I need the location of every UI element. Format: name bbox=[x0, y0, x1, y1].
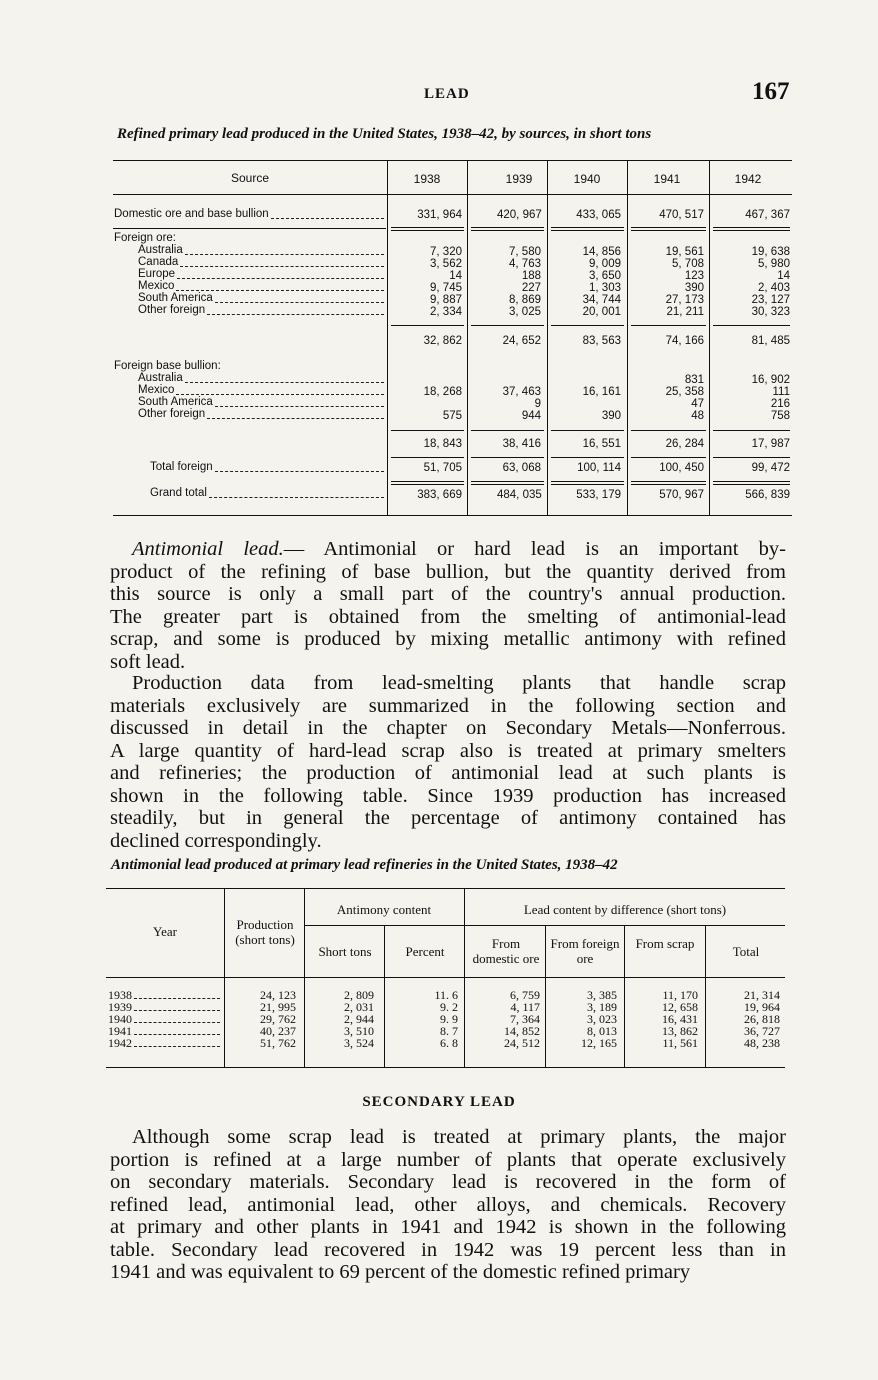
foreign-bullion-value: 16, 902 bbox=[751, 374, 790, 386]
table2-cell: 48, 238 bbox=[744, 1036, 780, 1050]
table2-header-antimony: Antimony content bbox=[336, 902, 432, 917]
table2-cell: 3, 385 bbox=[587, 988, 617, 1002]
para2-line-2: discussed in detail in the chapter on Secondary Metals—Nonferrous. bbox=[110, 717, 786, 739]
subtotal-rule bbox=[713, 325, 790, 326]
domestic-value: 331, 964 bbox=[417, 209, 462, 221]
table2-cell: 24, 123 bbox=[260, 988, 296, 1002]
foreign-bullion-subtotal: 16, 551 bbox=[582, 438, 621, 450]
domestic-value: 467, 367 bbox=[745, 209, 790, 221]
para2-line-7: declined correspondingly. bbox=[110, 829, 322, 852]
foreign-bullion-value: 831 bbox=[684, 374, 704, 386]
total-rule bbox=[391, 481, 464, 482]
table2-header-lead: Lead content by difference (short tons) bbox=[523, 902, 727, 917]
table2-cell: 2, 031 bbox=[344, 1000, 374, 1014]
foreign-bullion-value: 18, 268 bbox=[423, 386, 462, 398]
para1-line-4: scrap, and some is produced by mixing metallic antimony with refined bbox=[110, 628, 786, 650]
table2-cell: 12, 658 bbox=[662, 1000, 698, 1014]
total-rule bbox=[551, 481, 624, 482]
foreign-ore-subtotal: 81, 485 bbox=[751, 335, 790, 347]
row-label-foreign-ore: Mexico bbox=[138, 280, 175, 292]
subtotal-rule bbox=[631, 325, 706, 326]
total-foreign-value: 51, 705 bbox=[423, 462, 462, 474]
table1-cell-rule bbox=[631, 227, 706, 228]
leader-dots bbox=[207, 418, 384, 419]
table1-cell-rule bbox=[713, 227, 790, 228]
para2-line-0: Production data from lead-smelting plants that handle scrap bbox=[132, 672, 786, 694]
foreign-bullion-value: 216 bbox=[770, 398, 790, 410]
total-rule bbox=[551, 484, 624, 485]
row-label-foreign-bullion: South America bbox=[138, 396, 213, 408]
para1-line-1: product of the refining of base bullion, but the quantity derived from bbox=[110, 560, 786, 583]
table2-cell: 26, 818 bbox=[744, 1012, 780, 1026]
foreign-bullion-subtotal: 18, 843 bbox=[423, 438, 462, 450]
table2-cell: 21, 314 bbox=[744, 988, 780, 1002]
leader-dots bbox=[134, 1046, 220, 1047]
table2-col-divider bbox=[384, 925, 385, 1067]
para2-line-4: and refineries; the production of antimonial lead at such plants is bbox=[110, 762, 786, 784]
foreign-ore-subtotal: 83, 563 bbox=[582, 335, 621, 347]
foreign-ore-value: 8, 869 bbox=[509, 294, 541, 306]
table2-col-divider bbox=[304, 888, 305, 1067]
foreign-ore-value: 23, 127 bbox=[751, 294, 790, 306]
lead-in-antimonial: Antimonial lead. bbox=[132, 538, 284, 560]
table1-cell-rule bbox=[471, 230, 544, 231]
table1-cell-rule bbox=[713, 230, 790, 231]
total-foreign-value: 63, 068 bbox=[502, 462, 541, 474]
foreign-ore-value: 27, 173 bbox=[665, 294, 704, 306]
para3-line-6: 1941 and was equivalent to 69 percent of the domestic refined primary bbox=[110, 1261, 691, 1283]
domestic-value: 470, 517 bbox=[659, 209, 704, 221]
table2-col-divider bbox=[624, 925, 625, 1067]
foreign-ore-value: 9, 887 bbox=[430, 294, 462, 306]
para2-line-5: shown in the following table. Since 1939 production has increased bbox=[110, 784, 786, 807]
leader-dots bbox=[215, 406, 384, 407]
table2-row-year: 1938 bbox=[108, 988, 132, 1002]
paragraph-antimonial-lead bbox=[110, 538, 786, 673]
table2-cell: 2, 944 bbox=[344, 1012, 374, 1026]
foreign-bullion-value: 111 bbox=[772, 386, 790, 398]
foreign-ore-subtotal: 32, 862 bbox=[423, 335, 462, 347]
table2-cell: 9. 9 bbox=[440, 1012, 458, 1026]
subtotal-rule bbox=[471, 430, 544, 431]
table1-caption: Refined primary lead produced in the United States, 1938–42, by sources, in short tons bbox=[117, 126, 652, 142]
table2-header-percent: Percent bbox=[405, 944, 445, 959]
foreign-ore-value: 123 bbox=[684, 270, 704, 282]
section-heading: SECONDARY LEAD bbox=[362, 1094, 516, 1110]
table2-row-year: 1942 bbox=[108, 1036, 132, 1050]
table2-col-divider bbox=[705, 925, 706, 1067]
subtotal-rule bbox=[713, 430, 790, 431]
total-rule bbox=[713, 484, 790, 485]
total-rule bbox=[713, 481, 790, 482]
leader-dots bbox=[134, 1022, 220, 1023]
foreign-ore-value: 7, 580 bbox=[509, 246, 541, 258]
leader-dots bbox=[134, 1034, 220, 1035]
para2-line-6: steadily, but in general the percentage of antimony contained has bbox=[110, 807, 786, 829]
leader-dots bbox=[207, 314, 384, 315]
leader-dots bbox=[134, 1010, 220, 1011]
table2-header-total: Total bbox=[732, 944, 760, 959]
foreign-ore-value: 390 bbox=[684, 282, 704, 294]
foreign-ore-value: 20, 001 bbox=[582, 306, 621, 318]
leader-dots bbox=[271, 218, 384, 219]
foreign-ore-value: 2, 403 bbox=[758, 282, 790, 294]
para2-line-1: materials exclusively are summarized in the following section and bbox=[110, 694, 786, 717]
leader-dots bbox=[215, 302, 384, 303]
foreign-ore-value: 5, 708 bbox=[672, 258, 704, 270]
total-rule bbox=[391, 484, 464, 485]
total-foreign-value: 99, 472 bbox=[751, 462, 790, 474]
foreign-bullion-value: 37, 463 bbox=[502, 386, 541, 398]
total-rule bbox=[471, 457, 544, 458]
para1-line-2: this source is only a small part of the country's annual production. bbox=[110, 583, 786, 605]
total-rule bbox=[631, 484, 706, 485]
para3-line-5: table. Secondary lead recovered in 1942 was 19 percent less than in bbox=[110, 1238, 786, 1261]
para3-line-3: refined lead, antimonial lead, other alloys, and chemicals. Recovery bbox=[110, 1193, 786, 1216]
table1-cell-rule bbox=[631, 230, 706, 231]
page-number: 167 bbox=[752, 78, 790, 105]
table2-header-rule bbox=[106, 977, 785, 978]
total-rule bbox=[471, 481, 544, 482]
leader-dots bbox=[185, 254, 384, 255]
table2-row-year: 1941 bbox=[108, 1024, 132, 1038]
foreign-ore-value: 21, 211 bbox=[666, 306, 704, 318]
table1-header-year: 1938 bbox=[413, 172, 441, 186]
row-label-foreign-ore: Europe bbox=[138, 268, 176, 280]
leader-dots bbox=[177, 278, 384, 279]
table2-cell: 14, 852 bbox=[504, 1024, 540, 1038]
foreign-bullion-value: 944 bbox=[521, 410, 541, 422]
foreign-ore-value: 227 bbox=[521, 282, 541, 294]
row-label-foreign-ore: Canada bbox=[138, 256, 179, 268]
grand-total-value: 570, 967 bbox=[659, 489, 704, 501]
foreign-bullion-value: 25, 358 bbox=[665, 386, 704, 398]
row-label-total-foreign: Total foreign bbox=[150, 461, 213, 473]
subtotal-rule bbox=[631, 430, 706, 431]
table1-header-rule bbox=[113, 194, 792, 195]
table2-header-from-scrap: From scrap bbox=[635, 936, 695, 951]
subtotal-rule bbox=[551, 325, 624, 326]
foreign-ore-value: 14, 856 bbox=[582, 246, 621, 258]
table2-cell: 51, 762 bbox=[260, 1036, 296, 1050]
subtotal-rule bbox=[551, 430, 624, 431]
table1-header-year: 1942 bbox=[734, 172, 762, 186]
foreign-ore-value: 19, 638 bbox=[751, 246, 790, 258]
subtotal-rule bbox=[471, 325, 544, 326]
row-label-foreign-bullion: Other foreign bbox=[138, 408, 206, 420]
table1-rule bbox=[113, 228, 386, 229]
foreign-bullion-value: 758 bbox=[770, 410, 790, 422]
paragraph-production-data bbox=[110, 672, 786, 852]
table1-col-divider bbox=[387, 160, 388, 515]
table1-col-divider bbox=[547, 160, 548, 515]
table1-bottom-rule bbox=[113, 515, 792, 516]
foreign-ore-value: 188 bbox=[521, 270, 541, 282]
foreign-ore-value: 4, 763 bbox=[509, 258, 541, 270]
total-foreign-value: 100, 450 bbox=[659, 462, 704, 474]
foreign-ore-value: 9, 009 bbox=[589, 258, 621, 270]
table1-cell-rule bbox=[551, 227, 624, 228]
table2-cell: 3, 023 bbox=[587, 1012, 617, 1026]
table2-cell: 3, 189 bbox=[587, 1000, 617, 1014]
para1-line-5: soft lead. bbox=[110, 650, 186, 673]
para3-line-0: Although some scrap lead is treated at primary plants, the major bbox=[132, 1126, 786, 1148]
foreign-ore-value: 1, 303 bbox=[589, 282, 621, 294]
table2-cell: 8, 013 bbox=[587, 1024, 617, 1038]
row-label-foreign-ore: South America bbox=[138, 292, 213, 304]
table2-cell: 24, 512 bbox=[504, 1036, 540, 1050]
foreign-bullion-subtotal: 26, 284 bbox=[665, 438, 704, 450]
para3-line-4: at primary and other plants in 1941 and 1942 is shown in the following bbox=[110, 1216, 786, 1238]
total-rule bbox=[471, 484, 544, 485]
foreign-ore-value: 19, 561 bbox=[665, 246, 704, 258]
foreign-ore-value: 3, 025 bbox=[509, 306, 541, 318]
grand-total-value: 566, 839 bbox=[745, 489, 790, 501]
foreign-ore-value: 14 bbox=[777, 270, 790, 282]
table2-col-divider bbox=[224, 888, 225, 1067]
table2-cell: 7, 364 bbox=[510, 1012, 540, 1026]
row-label-foreign-bullion: Australia bbox=[138, 372, 183, 384]
table2-bottom-rule bbox=[106, 1067, 785, 1068]
foreign-bullion-value: 48 bbox=[691, 410, 704, 422]
table2-cell: 12, 165 bbox=[581, 1036, 617, 1050]
foreign-bullion-value: 575 bbox=[442, 410, 462, 422]
table1-header-source: Source bbox=[230, 171, 270, 185]
foreign-ore-value: 3, 650 bbox=[589, 270, 621, 282]
table2-cell: 40, 237 bbox=[260, 1024, 296, 1038]
table2-cell: 2, 809 bbox=[344, 988, 374, 1002]
table2-cell: 13, 862 bbox=[662, 1024, 698, 1038]
foreign-ore-value: 7, 320 bbox=[430, 246, 462, 258]
table1-cell-rule bbox=[471, 227, 544, 228]
para1-line-3: The greater part is obtained from the smelting of antimonial-lead bbox=[110, 605, 786, 628]
total-rule bbox=[391, 457, 464, 458]
section-label-foreign-ore: Foreign ore: bbox=[114, 232, 177, 244]
row-label-foreign-ore: Australia bbox=[138, 244, 183, 256]
table2-header-production: Production (short tons) bbox=[235, 917, 295, 947]
foreign-ore-value: 9, 745 bbox=[430, 282, 462, 294]
running-header: LEAD bbox=[424, 86, 470, 102]
foreign-ore-value: 34, 744 bbox=[582, 294, 621, 306]
grand-total-value: 383, 669 bbox=[417, 489, 462, 501]
table2-col-divider bbox=[464, 888, 465, 1067]
table2-cell: 9. 2 bbox=[440, 1000, 458, 1014]
foreign-ore-value: 2, 334 bbox=[430, 306, 462, 318]
leader-dots bbox=[215, 471, 384, 472]
row-label-foreign-bullion: Mexico bbox=[138, 384, 175, 396]
leader-dots bbox=[134, 998, 220, 999]
table2-cell: 8. 7 bbox=[440, 1024, 458, 1038]
table1-cell-rule bbox=[391, 230, 464, 231]
row-label-foreign-ore: Other foreign bbox=[138, 304, 206, 316]
table2-cell: 11. 6 bbox=[434, 988, 458, 1002]
table2-cell: 11, 561 bbox=[662, 1036, 698, 1050]
row-label-domestic: Domestic ore and base bullion bbox=[114, 208, 269, 220]
table2-cell: 3, 524 bbox=[344, 1036, 374, 1050]
foreign-ore-value: 30, 323 bbox=[751, 306, 790, 318]
total-rule bbox=[713, 457, 790, 458]
row-label-grand-total: Grand total bbox=[150, 487, 207, 499]
foreign-bullion-subtotal: 17, 987 bbox=[751, 438, 790, 450]
grand-total-value: 533, 179 bbox=[576, 489, 621, 501]
para3-line-1: portion is refined at a large number of plants that operate exclusively bbox=[110, 1148, 786, 1171]
total-rule bbox=[631, 457, 706, 458]
table2-cell: 16, 431 bbox=[662, 1012, 698, 1026]
foreign-bullion-value: 390 bbox=[601, 410, 621, 422]
table2-cell: 36, 727 bbox=[744, 1024, 780, 1038]
para1-line-0: — Antimonial or hard lead is an important by- bbox=[283, 538, 787, 560]
total-foreign-value: 100, 114 bbox=[577, 462, 621, 474]
leader-dots bbox=[176, 394, 384, 395]
table2-header-year: Year bbox=[153, 924, 177, 939]
table2-cell: 6. 8 bbox=[440, 1036, 458, 1050]
para3-line-2: on secondary materials. Secondary lead is recovered in the form of bbox=[110, 1171, 786, 1193]
subtotal-rule bbox=[391, 430, 464, 431]
foreign-bullion-subtotal: 38, 416 bbox=[502, 438, 541, 450]
foreign-bullion-value: 47 bbox=[691, 398, 704, 410]
table2-top-rule bbox=[106, 888, 785, 889]
grand-total-value: 484, 035 bbox=[497, 489, 542, 501]
para2-line-3: A large quantity of hard-lead scrap also is treated at primary smelters bbox=[110, 739, 786, 762]
subtotal-rule bbox=[391, 325, 464, 326]
table2-cell: 6, 759 bbox=[510, 988, 540, 1002]
domestic-value: 433, 065 bbox=[576, 209, 621, 221]
foreign-bullion-value: 16, 161 bbox=[582, 386, 621, 398]
foreign-ore-value: 14 bbox=[449, 270, 462, 282]
table2-cell: 3, 510 bbox=[344, 1024, 374, 1038]
foreign-ore-value: 3, 562 bbox=[430, 258, 462, 270]
table2-cell: 19, 964 bbox=[744, 1000, 780, 1014]
table1-header-year: 1940 bbox=[573, 172, 601, 186]
foreign-bullion-value: 9 bbox=[534, 398, 541, 410]
section-label-foreign-bullion: Foreign base bullion: bbox=[114, 360, 221, 372]
table1-cell-rule bbox=[551, 230, 624, 231]
leader-dots bbox=[209, 497, 384, 498]
foreign-ore-subtotal: 24, 652 bbox=[502, 335, 541, 347]
table2-header-from-domestic: From domestic ore bbox=[472, 936, 540, 966]
total-rule bbox=[631, 481, 706, 482]
foreign-ore-subtotal: 74, 166 bbox=[665, 335, 704, 347]
table1-cell-rule bbox=[391, 227, 464, 228]
table2-caption: Antimonial lead produced at primary lead refineries in the United States, 1938–42 bbox=[111, 857, 618, 873]
table1-col-divider bbox=[627, 160, 628, 515]
table2-cell: 29, 762 bbox=[260, 1012, 296, 1026]
table1-header-year: 1939 bbox=[505, 172, 533, 186]
table1-col-divider bbox=[467, 160, 468, 515]
table2-header-from-foreign: From foreign ore bbox=[550, 936, 620, 966]
table2-cell: 4, 117 bbox=[510, 1000, 540, 1014]
table2-row-year: 1939 bbox=[108, 1000, 132, 1014]
leader-dots bbox=[185, 382, 384, 383]
leader-dots bbox=[176, 290, 384, 291]
foreign-ore-value: 5, 980 bbox=[758, 258, 790, 270]
table2-row-year: 1940 bbox=[108, 1012, 132, 1026]
table2-col-divider bbox=[545, 925, 546, 1067]
leader-dots bbox=[180, 266, 384, 267]
table1-top-rule bbox=[113, 160, 792, 161]
domestic-value: 420, 967 bbox=[497, 209, 542, 221]
table2-header-short-tons: Short tons bbox=[318, 944, 372, 959]
total-rule bbox=[551, 457, 624, 458]
table2-cell: 21, 995 bbox=[260, 1000, 296, 1014]
table2-cell: 11, 170 bbox=[662, 988, 698, 1002]
table1-header-year: 1941 bbox=[653, 172, 681, 186]
paragraph-secondary-lead bbox=[110, 1126, 786, 1284]
